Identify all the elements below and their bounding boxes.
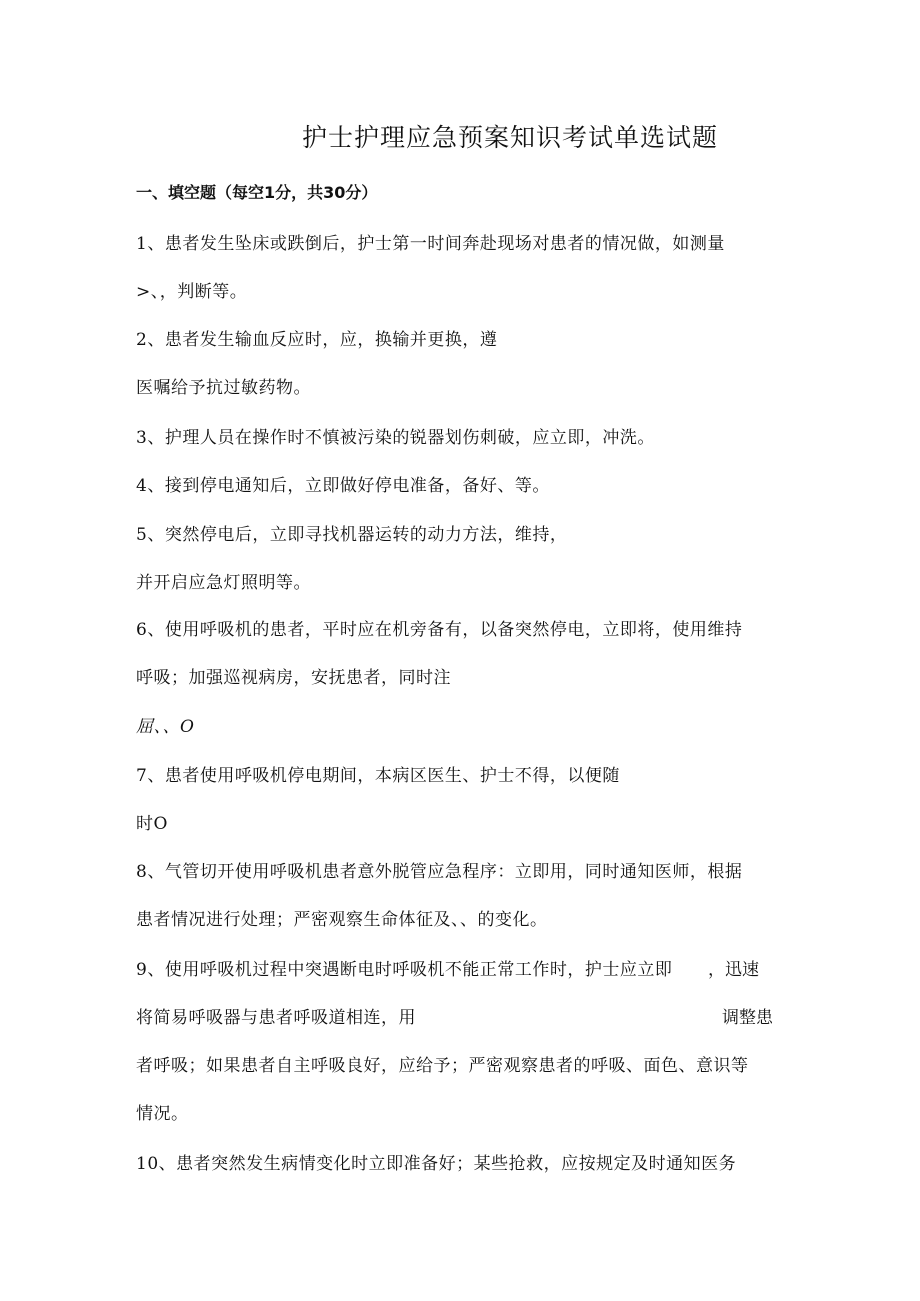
text-line: 3、护理人员在操作时不慎被污染的锐器划伤刺破，应立即，冲洗。 — [136, 428, 655, 448]
text-line: 情况。 — [136, 1104, 189, 1124]
section-heading: 一、填空题（每空1分，共30分） — [136, 183, 378, 202]
page-title: 护士护理应急预案知识考试单选试题 — [302, 123, 719, 152]
text-line: 并开启应急灯照明等。 — [136, 573, 311, 593]
text-line: 将简易呼吸器与患者呼吸道相连，用 — [136, 1008, 416, 1028]
text-line: 患者情况进行处理；严密观察生命体征及、、的变化。 — [136, 910, 548, 930]
text-line: 6、使用呼吸机的患者，平时应在机旁备有，以备突然停电，立即将，使用维持 — [136, 620, 743, 640]
text-line: >、，判断等。 — [136, 282, 248, 302]
text-line: 1、患者发生坠床或跌倒后，护士第一时间奔赴现场对患者的情况做，如测量 — [136, 234, 725, 254]
text-fragment: 调整患 — [722, 1008, 773, 1028]
text-line: 5、突然停电后，立即寻找机器运转的动力方法，维持， — [136, 525, 568, 545]
text-line: 8、气管切开使用呼吸机患者意外脱管应急程序：立即用，同时通知医师，根据 — [136, 862, 743, 882]
text-line: 医嘱给予抗过敏药物。 — [136, 378, 311, 398]
text-line: 9、使用呼吸机过程中突遇断电时呼吸机不能正常工作时，护士应立即 — [136, 960, 673, 980]
text-line: 呼吸；加强巡视病房，安抚患者，同时注 — [136, 668, 451, 688]
text-line: 7、患者使用呼吸机停电期间，本病区医生、护士不得，以便随 — [136, 766, 620, 786]
text-line: 2、患者发生输血反应时，应，换输并更换，遵 — [136, 330, 498, 350]
text-line: 时O — [136, 814, 168, 834]
text-fragment: ，迅速 — [708, 960, 759, 980]
text-line: 屈、、O — [136, 717, 195, 737]
text-line: 者呼吸；如果患者自主呼吸良好，应给予；严密观察患者的呼吸、面色、意识等 — [136, 1056, 749, 1076]
text-line: 10、患者突然发生病情变化时立即准备好；某些抢救，应按规定及时通知医务 — [136, 1154, 737, 1174]
text-line: 4、接到停电通知后，立即做好停电准备，备好、等。 — [136, 476, 550, 496]
